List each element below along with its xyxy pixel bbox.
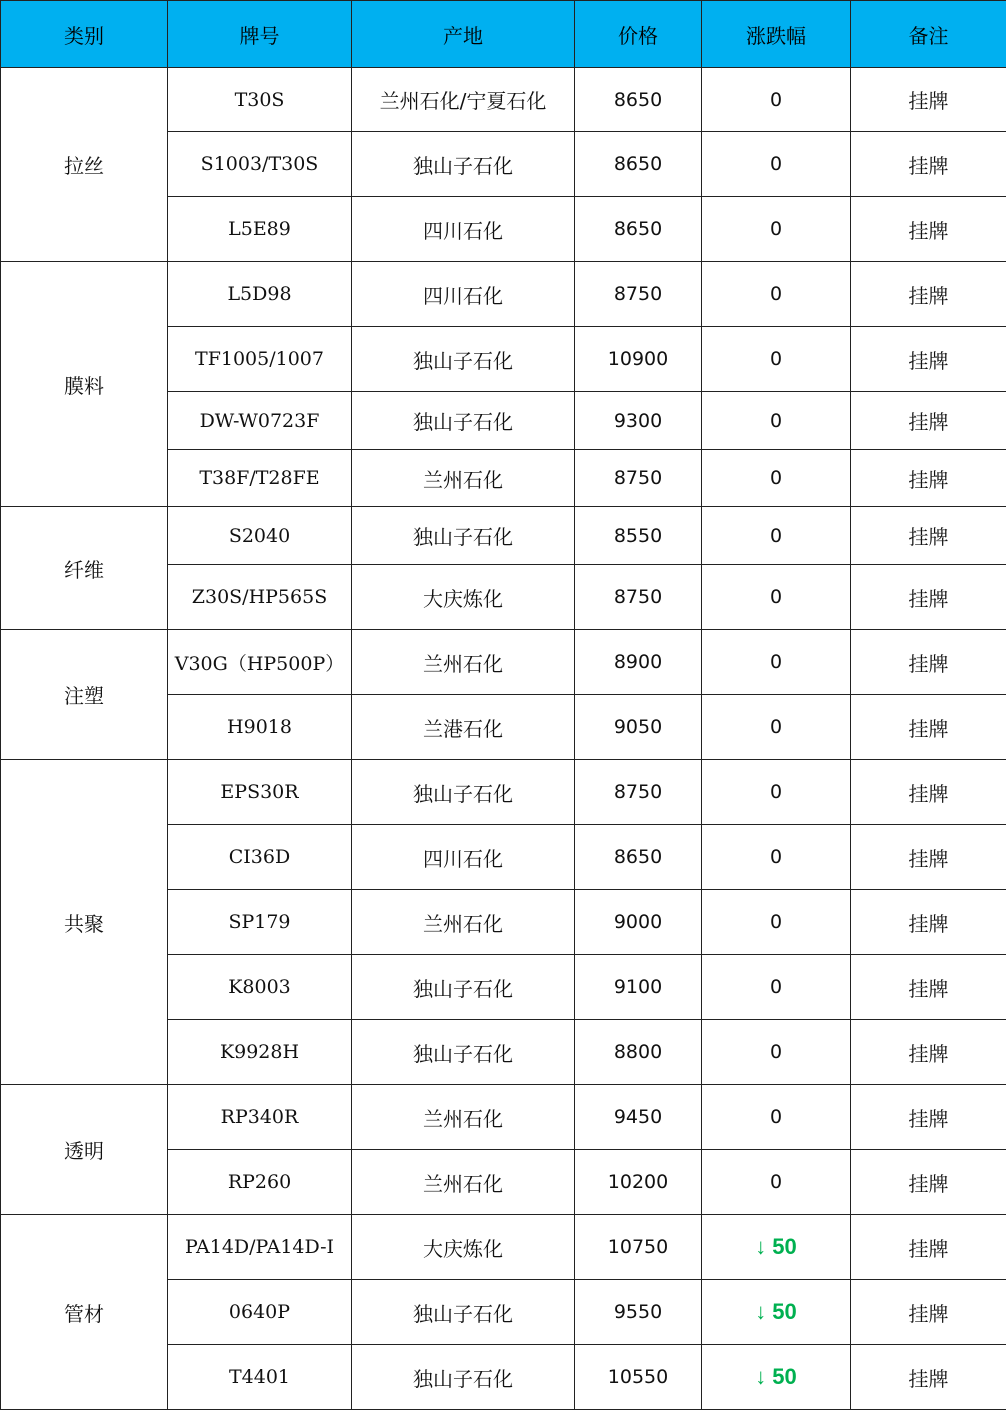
category-cell: 注塑 (1, 630, 168, 760)
price-cell: 8650 (575, 197, 702, 262)
note-cell: 挂牌 (851, 955, 1006, 1020)
note-cell: 挂牌 (851, 695, 1006, 760)
table-body (1, 68, 1006, 1410)
arrow-down-icon: ↓ (755, 1299, 767, 1324)
table-row (1, 630, 1006, 695)
price-cell: 8750 (575, 450, 702, 507)
grade-cell: Z30S/HP565S (168, 565, 352, 630)
origin-cell: 兰港石化 (352, 695, 575, 760)
change-cell (702, 1280, 851, 1345)
change-cell: 0 (702, 68, 851, 132)
price-cell: 8650 (575, 132, 702, 197)
note-cell: 挂牌 (851, 1085, 1006, 1150)
grade-cell: RP340R (168, 1085, 352, 1150)
grade-cell: CI36D (168, 825, 352, 890)
change-value: 50 (772, 1299, 797, 1324)
table-row (1, 1215, 1006, 1280)
note-cell: 挂牌 (851, 450, 1006, 507)
change-cell: 0 (702, 197, 851, 262)
arrow-down-icon: ↓ (755, 1234, 767, 1259)
price-cell: 8750 (575, 565, 702, 630)
price-cell: 9300 (575, 392, 702, 450)
note-cell: 挂牌 (851, 1150, 1006, 1215)
change-cell: 0 (702, 825, 851, 890)
note-cell: 挂牌 (851, 760, 1006, 825)
change-cell: 0 (702, 1150, 851, 1215)
grade-cell: 0640P (168, 1280, 352, 1345)
change-cell: 0 (702, 695, 851, 760)
price-cell: 9100 (575, 955, 702, 1020)
note-cell: 挂牌 (851, 825, 1006, 890)
change-cell: 0 (702, 760, 851, 825)
change-cell: 0 (702, 955, 851, 1020)
change-cell: 0 (702, 1085, 851, 1150)
origin-cell: 四川石化 (352, 262, 575, 327)
change-down (755, 1364, 796, 1389)
table-row (1, 760, 1006, 825)
origin-cell: 独山子石化 (352, 327, 575, 392)
change-cell (702, 1345, 851, 1410)
category-cell: 共聚 (1, 760, 168, 1085)
origin-cell: 兰州石化 (352, 1085, 575, 1150)
origin-cell: 大庆炼化 (352, 565, 575, 630)
price-cell: 10900 (575, 327, 702, 392)
change-down (755, 1299, 796, 1324)
table-row (1, 262, 1006, 327)
change-cell: 0 (702, 565, 851, 630)
grade-cell: S2040 (168, 507, 352, 565)
origin-cell: 独山子石化 (352, 132, 575, 197)
grade-cell: K9928H (168, 1020, 352, 1085)
category-cell: 纤维 (1, 507, 168, 630)
change-cell: 0 (702, 450, 851, 507)
price-cell: 8650 (575, 68, 702, 132)
category-cell: 管材 (1, 1215, 168, 1410)
header-category: 类别 (1, 1, 168, 68)
change-value: 50 (772, 1364, 797, 1389)
header-note: 备注 (851, 1, 1006, 68)
origin-cell: 独山子石化 (352, 1345, 575, 1410)
origin-cell: 四川石化 (352, 197, 575, 262)
grade-cell: T4401 (168, 1345, 352, 1410)
price-cell: 8750 (575, 262, 702, 327)
change-cell: 0 (702, 327, 851, 392)
note-cell: 挂牌 (851, 1020, 1006, 1085)
arrow-down-icon: ↓ (755, 1364, 767, 1389)
price-cell: 9000 (575, 890, 702, 955)
note-cell: 挂牌 (851, 68, 1006, 132)
header-row (1, 1, 1006, 68)
note-cell: 挂牌 (851, 507, 1006, 565)
origin-cell: 兰州石化 (352, 450, 575, 507)
price-cell: 8750 (575, 760, 702, 825)
grade-cell: RP260 (168, 1150, 352, 1215)
note-cell: 挂牌 (851, 262, 1006, 327)
change-cell: 0 (702, 392, 851, 450)
origin-cell: 兰州石化 (352, 630, 575, 695)
change-down (755, 1234, 796, 1259)
note-cell: 挂牌 (851, 1215, 1006, 1280)
price-cell: 8900 (575, 630, 702, 695)
grade-cell: K8003 (168, 955, 352, 1020)
header-change: 涨跌幅 (702, 1, 851, 68)
note-cell: 挂牌 (851, 565, 1006, 630)
grade-cell: DW-W0723F (168, 392, 352, 450)
table-row (1, 68, 1006, 132)
grade-cell: T30S (168, 68, 352, 132)
note-cell: 挂牌 (851, 392, 1006, 450)
note-cell: 挂牌 (851, 197, 1006, 262)
origin-cell: 独山子石化 (352, 507, 575, 565)
category-cell: 透明 (1, 1085, 168, 1215)
table-row (1, 1085, 1006, 1150)
note-cell: 挂牌 (851, 890, 1006, 955)
price-cell: 8800 (575, 1020, 702, 1085)
grade-cell: TF1005/1007 (168, 327, 352, 392)
price-cell: 10200 (575, 1150, 702, 1215)
price-cell: 9450 (575, 1085, 702, 1150)
header-origin: 产地 (352, 1, 575, 68)
note-cell: 挂牌 (851, 1280, 1006, 1345)
grade-cell: SP179 (168, 890, 352, 955)
change-value: 50 (772, 1234, 797, 1259)
origin-cell: 兰州石化/宁夏石化 (352, 68, 575, 132)
grade-cell: H9018 (168, 695, 352, 760)
change-cell: 0 (702, 890, 851, 955)
grade-cell: L5E89 (168, 197, 352, 262)
change-cell: 0 (702, 507, 851, 565)
origin-cell: 独山子石化 (352, 955, 575, 1020)
grade-cell: S1003/T30S (168, 132, 352, 197)
note-cell: 挂牌 (851, 630, 1006, 695)
price-cell: 8650 (575, 825, 702, 890)
header-grade: 牌号 (168, 1, 352, 68)
price-cell: 10750 (575, 1215, 702, 1280)
category-cell: 拉丝 (1, 68, 168, 262)
price-cell: 8550 (575, 507, 702, 565)
change-cell (702, 1215, 851, 1280)
note-cell: 挂牌 (851, 132, 1006, 197)
price-cell: 9550 (575, 1280, 702, 1345)
origin-cell: 独山子石化 (352, 1020, 575, 1085)
price-cell: 9050 (575, 695, 702, 760)
grade-cell: L5D98 (168, 262, 352, 327)
grade-cell: T38F/T28FE (168, 450, 352, 507)
table-row (1, 507, 1006, 565)
origin-cell: 四川石化 (352, 825, 575, 890)
change-cell: 0 (702, 262, 851, 327)
note-cell: 挂牌 (851, 1345, 1006, 1410)
origin-cell: 兰州石化 (352, 890, 575, 955)
note-cell: 挂牌 (851, 327, 1006, 392)
change-cell: 0 (702, 132, 851, 197)
origin-cell: 独山子石化 (352, 760, 575, 825)
change-cell: 0 (702, 630, 851, 695)
origin-cell: 大庆炼化 (352, 1215, 575, 1280)
origin-cell: 兰州石化 (352, 1150, 575, 1215)
origin-cell: 独山子石化 (352, 1280, 575, 1345)
change-cell: 0 (702, 1020, 851, 1085)
price-cell: 10550 (575, 1345, 702, 1410)
category-cell: 膜料 (1, 262, 168, 507)
grade-cell: EPS30R (168, 760, 352, 825)
grade-cell: V30G（HP500P） (168, 630, 352, 695)
header-price: 价格 (575, 1, 702, 68)
grade-cell: PA14D/PA14D-I (168, 1215, 352, 1280)
origin-cell: 独山子石化 (352, 392, 575, 450)
